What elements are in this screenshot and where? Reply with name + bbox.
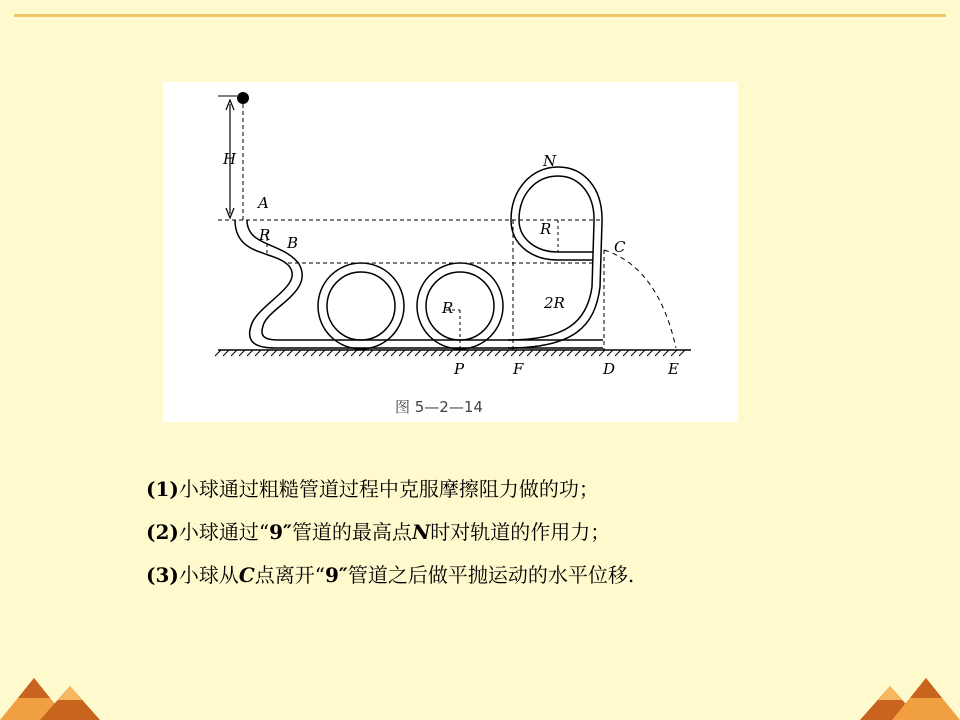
label-C: C [614,238,626,256]
label-D: D [603,360,616,378]
label-A: A [258,194,269,212]
top-divider [14,14,946,17]
ground-hatching [215,350,685,356]
question-3-number: (3) [146,563,179,587]
question-1-text: 小球通过粗糙管道过程中克服摩擦阻力做的功； [178,477,599,501]
question-3-post: 管道之后做平抛运动的水平位移. [347,563,635,587]
label-B: B [287,234,299,252]
track-diagram [163,82,738,422]
label-P: P [454,360,465,378]
question-3-nine: 9″ [325,563,348,587]
tube [235,167,603,349]
figure-caption: 图 5—2—14 [395,398,483,416]
question-2 [146,511,866,554]
question-2-pre: 小球通过“ [178,520,270,544]
question-3-mid: 点离开“ [254,563,325,587]
question-2-mid: 管道的最高点 [291,520,412,544]
question-2-point: N [411,520,431,544]
projectile-path [604,250,676,348]
question-3-point: C [238,563,255,587]
corner-decoration-right [850,668,960,720]
question-2-post: 时对轨道的作用力； [430,520,611,544]
label-R-1: R [259,226,271,244]
physics-figure [163,82,738,422]
corner-decoration-left [0,668,110,720]
question-3-pre: 小球从 [178,563,239,587]
ball [237,92,249,104]
question-2-number: (2) [146,520,179,544]
question-2-nine: 9″ [269,520,292,544]
question-3 [146,554,866,597]
question-1 [146,468,866,511]
question-list [146,468,866,597]
label-E: E [668,360,679,378]
label-R-3: R [442,299,454,317]
label-2R: 2R [544,294,565,312]
question-1-number: (1) [146,477,179,501]
label-F: F [513,360,524,378]
label-R-2: R [540,220,552,238]
label-N: N [543,152,557,170]
label-H: H [223,150,237,168]
